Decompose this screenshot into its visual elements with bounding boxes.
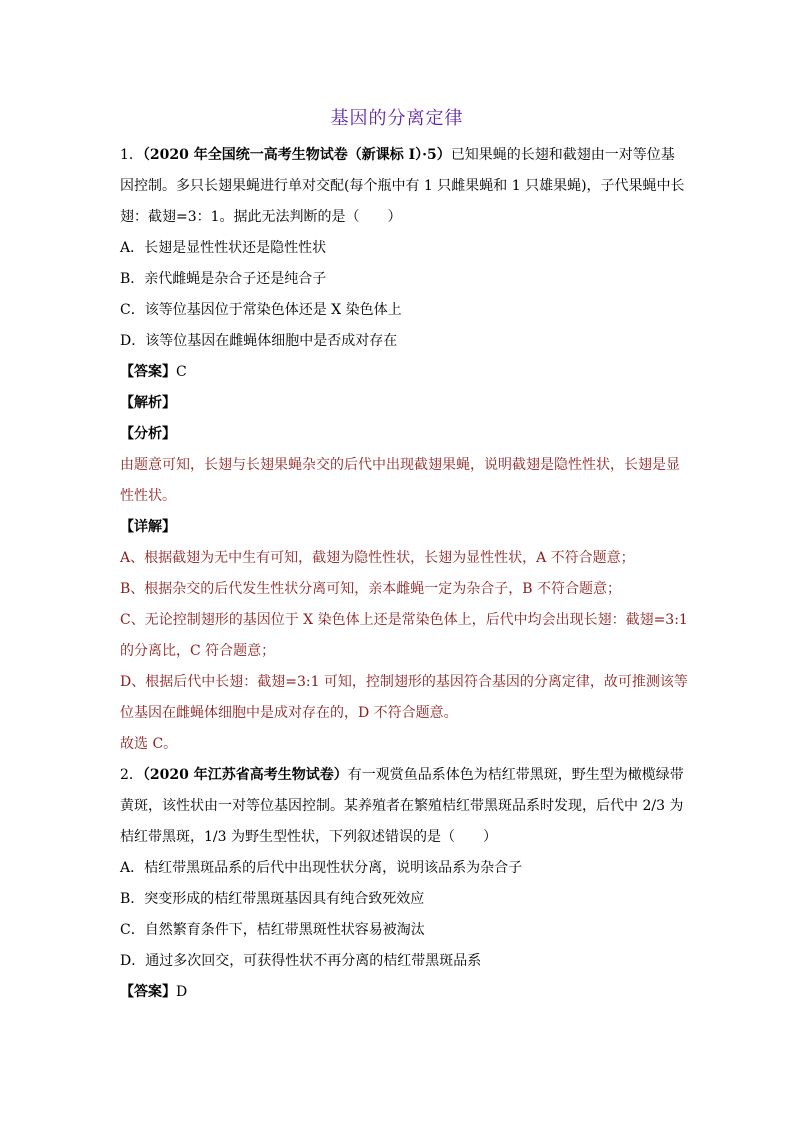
q2-answer: [120, 982, 680, 1002]
q1-fenxi-label: 【分析】: [120, 426, 176, 442]
q1-answer-value: C: [176, 364, 187, 380]
q2-stem-2: 黄斑，该性状由一对等位基因控制。某养殖者在繁殖桔红带黑斑品系时发现，后代中 2/3 为: [120, 798, 684, 814]
q1-detail-d-2: 位基因在雌蝇体细胞中是成对存在的，D 不符合题意。: [120, 705, 458, 721]
q1-stem-line-1: [120, 145, 680, 165]
q1-stem-2: 因控制。多只长翅果蝇进行单对交配(每个瓶中有 1 只雌果蝇和 1 只雄果蝇)，子代果蝇中长: [120, 178, 685, 194]
q1-detail-label: 【详解】: [120, 519, 176, 535]
page-title: 基因的分离定律: [330, 108, 464, 129]
q1-source: （2020 年全国统一高考生物试卷（新课标 Ⅰ）·5）: [142, 147, 451, 163]
q2-option-c: C．自然繁育条件下，桔红带黑斑性状容易被淘汰: [120, 922, 425, 938]
q1-detail-a: A、根据截翅为无中生有可知，截翅为隐性性状，长翅为显性性状，A 不符合题意；: [120, 550, 635, 566]
q1-conclusion: 故选 C。: [120, 736, 178, 752]
q1-detail-d-1: D、根据后代中长翅：截翅=3:1 可知，控制翅形的基因符合基因的分离定律，故可推测该等: [120, 674, 688, 690]
q1-detail-b: B、根据杂交的后代发生性状分离可知，亲本雌蝇一定为杂合子，B 不符合题意；: [120, 581, 622, 597]
q2-stem-1: 有一观赏鱼品系体色为桔红带黑斑，野生型为橄榄绿带: [347, 767, 684, 783]
q1-answer: [120, 362, 680, 382]
q1-option-d: D．该等位基因在雌蝇体细胞中是否成对存在: [120, 333, 398, 349]
q2-answer-value: D: [176, 984, 188, 1000]
q1-detail-c-2: 的分离比，C 符合题意；: [120, 643, 276, 659]
q1-stem-3: 翅：截翅=3：1。据此无法判断的是（ ）: [120, 209, 402, 225]
q1-analysis-label: 【解析】: [120, 395, 176, 411]
q2-option-a: A．桔红带黑斑品系的后代中出现性状分离，说明该品系为杂合子: [120, 860, 523, 876]
q1-answer-label: 【答案】: [120, 364, 176, 380]
q1-stem-1: 已知果蝇的长翅和截翅由一对等位基: [450, 147, 675, 163]
q1-option-b: B．亲代雌蝇是杂合子还是纯合子: [120, 271, 327, 287]
q2-option-b: B．突变形成的桔红带黑斑基因具有纯合致死效应: [120, 891, 425, 907]
q2-number: 2．: [120, 767, 143, 783]
q1-number: 1．: [120, 147, 143, 163]
q1-fenxi-text-1: 由题意可知，长翅与长翅果蝇杂交的后代中出现截翅果蝇，说明截翅是隐性性状，长翅是显: [120, 457, 680, 473]
q1-option-c: C．该等位基因位于常染色体还是 X 染色体上: [120, 302, 402, 318]
q2-source: （2020 年江苏省高考生物试卷）: [142, 767, 348, 783]
q1-detail-c-1: C、无论控制翅形的基因位于 X 染色体上还是常染色体上，后代中均会出现长翅：截翅=3:1: [120, 612, 688, 628]
q2-stem-3: 桔红带黑斑，1/3 为野生型性状，下列叙述错误的是（ ）: [120, 829, 497, 845]
q2-option-d: D．通过多次回交，可获得性状不再分离的桔红带黑斑品系: [120, 953, 482, 969]
q2-stem-line-1: [120, 765, 684, 785]
q1-fenxi-text-2: 性性状。: [120, 488, 176, 504]
q2-answer-label: 【答案】: [120, 984, 176, 1000]
q1-option-a: A．长翅是显性性状还是隐性性状: [120, 240, 327, 256]
